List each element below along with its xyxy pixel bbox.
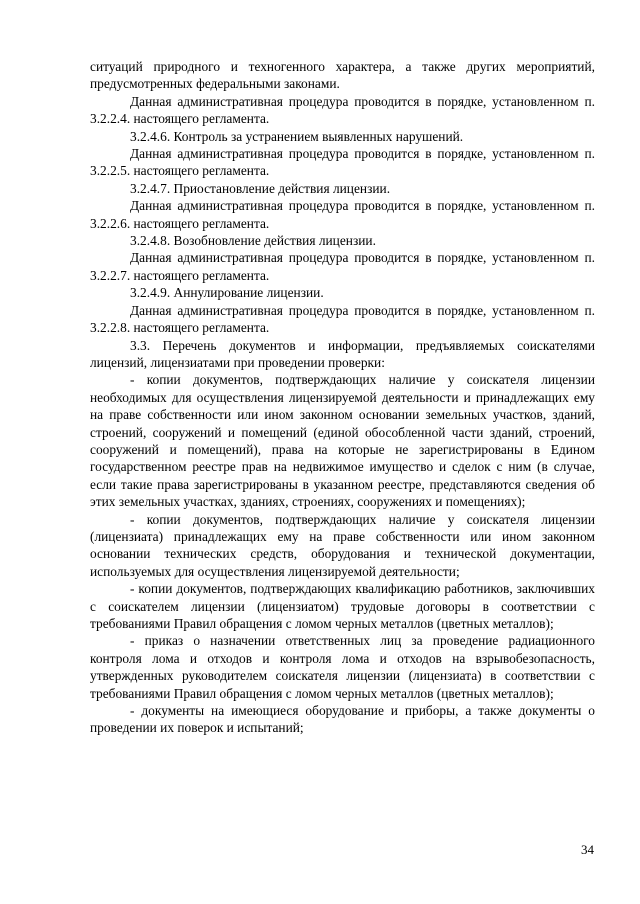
list-item: - копии документов, подтверждающих квалификацию работников, заключивших с соискателем лицензии (лицензиатом) трудовые договоры в соответствии с требованиями Правил обращения с ломом черных металлов (цветных металлов); [90,581,595,631]
paragraph: Данная административная процедура проводится в порядке, установленном п. 3.2.2.5. настоящего регламента. [90,146,595,179]
list-item: - приказ о назначении ответственных лиц за проведение радиационного контроля лома и отходов и контроля лома и отходов на взрывобезопасность, утвержденных руководителем соискателя лицензии (лицензиата) в соответствии с требованиями Правил обращения с ломом черных металлов (цветных металлов); [90,633,595,701]
paragraph: Данная административная процедура проводится в порядке, установленном п. 3.2.2.7. настоящего регламента. [90,250,595,283]
section-heading: 3.2.4.6. Контроль за устранением выявленных нарушений. [130,128,464,144]
paragraph: Данная административная процедура проводится в порядке, установленном п. 3.2.2.8. настоящего регламента. [90,302,595,336]
list-item: - копии документов, подтверждающих наличие у соискателя лицензии необходимых для осуществления лицензируемой деятельности и принадлежащих ему на праве собственности или ином законном основании земельных участков, зданий, строений, сооружений и помещений (единой обособленной части зданий, строений, сооружений и помещений), права на которые не зарегистрированы в Едином государственном реестре прав на недвижимое имущество и сделок с ним (в случае, если такие права зарегистрированы в указанном реестре, представляются сведения об этих земельных участках, зданиях, строениях, сооружениях и помещениях); [90,372,595,510]
paragraph: ситуаций природного и техногенного характера, а также других мероприятий, предусмотренных федеральными законами. [90,59,595,92]
paragraph: Данная административная процедура проводится в порядке, установленном п. 3.2.2.4. настоящего регламента. [90,93,595,127]
section-heading: 3.2.4.9. Аннулирование лицензии. [130,285,324,301]
document-body [90,58,595,737]
section-heading: 3.2.4.8. Возобновление действия лицензии. [130,233,376,249]
list-item: - документы на имеющиеся оборудование и приборы, а также документы о проведении их поверок и испытаний; [90,703,595,736]
paragraph: Данная административная процедура проводится в порядке, установленном п. 3.2.2.6. настоящего регламента. [90,198,595,231]
page-number: 34 [581,842,594,857]
section-heading: 3.2.4.7. Приостановление действия лицензии. [130,180,391,196]
section-heading: 3.3. Перечень документов и информации, предъявляемых соискателями лицензий, лицензиатами при проведении проверки: [90,337,595,370]
list-item: - копии документов, подтверждающих наличие у соискателя лицензии (лицензиата) принадлежащих ему на праве собственности или ином законном основании технических средств, оборудования и технической документации, используемых для осуществления лицензируемой деятельности; [90,511,595,579]
